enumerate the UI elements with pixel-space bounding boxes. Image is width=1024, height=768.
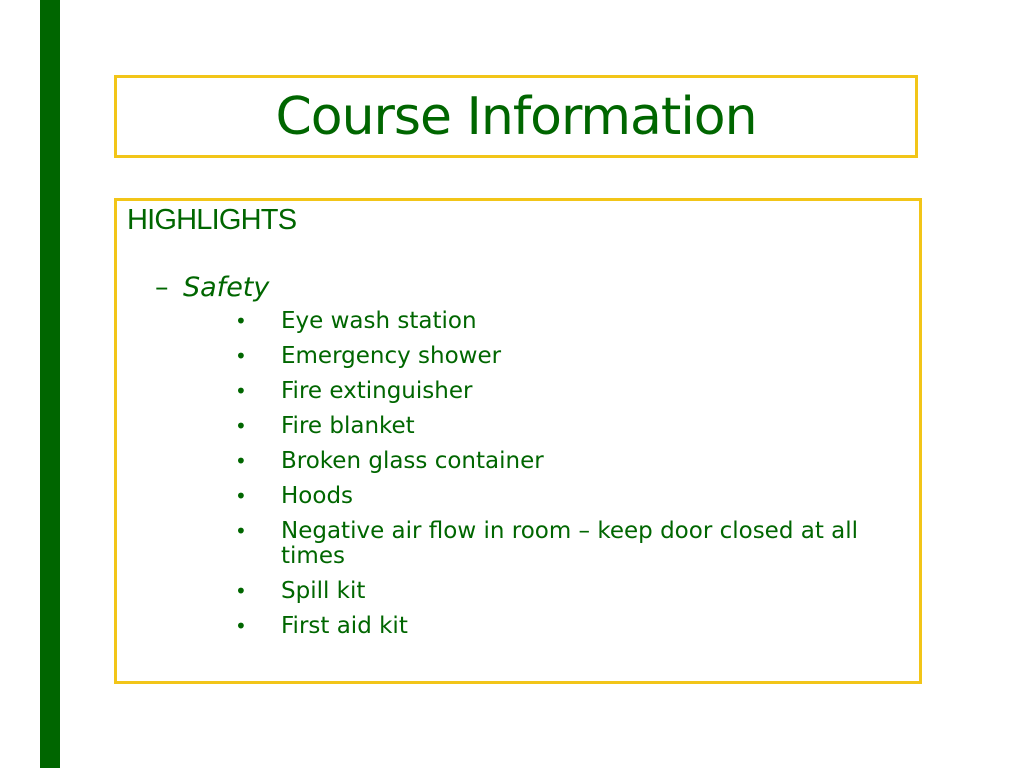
list-item-text: Spill kit: [281, 578, 366, 604]
list-item: [235, 414, 885, 439]
list-item: [235, 484, 885, 509]
list-item-text: Fire extinguisher: [281, 378, 473, 404]
bullet-dot-icon: •: [235, 484, 247, 508]
list-item: [235, 579, 885, 604]
slide-title: Course Information: [275, 86, 757, 147]
list-item-text: Emergency shower: [281, 343, 502, 369]
list-item-text: Eye wash station: [281, 308, 477, 334]
dash-marker: –: [155, 272, 169, 303]
list-item: [235, 309, 885, 334]
bullet-dot-icon: •: [235, 309, 247, 333]
bullet-list: [235, 309, 885, 649]
list-item: [235, 449, 885, 474]
list-item-text: Negative air flow in room – keep door closed at all times: [281, 518, 859, 569]
subheading: [155, 271, 269, 305]
list-item-text: Broken glass container: [281, 448, 544, 474]
section-heading: HIGHLIGHTS: [127, 204, 297, 236]
list-item-text: Hoods: [281, 483, 354, 509]
bullet-dot-icon: •: [235, 379, 247, 403]
bullet-dot-icon: •: [235, 519, 247, 543]
bullet-dot-icon: •: [235, 344, 247, 368]
content-frame: [114, 198, 922, 684]
list-item-text: Fire blanket: [281, 413, 415, 439]
subheading-label: Safety: [183, 272, 270, 303]
list-item: [235, 379, 885, 404]
list-item: [235, 519, 885, 569]
bullet-dot-icon: •: [235, 579, 247, 603]
list-item-text: First aid kit: [281, 613, 408, 639]
side-accent-bar: [40, 0, 60, 768]
bullet-dot-icon: •: [235, 614, 247, 638]
bullet-dot-icon: •: [235, 414, 247, 438]
list-item: [235, 344, 885, 369]
bullet-dot-icon: •: [235, 449, 247, 473]
title-frame: [114, 75, 918, 158]
list-item: [235, 614, 885, 639]
